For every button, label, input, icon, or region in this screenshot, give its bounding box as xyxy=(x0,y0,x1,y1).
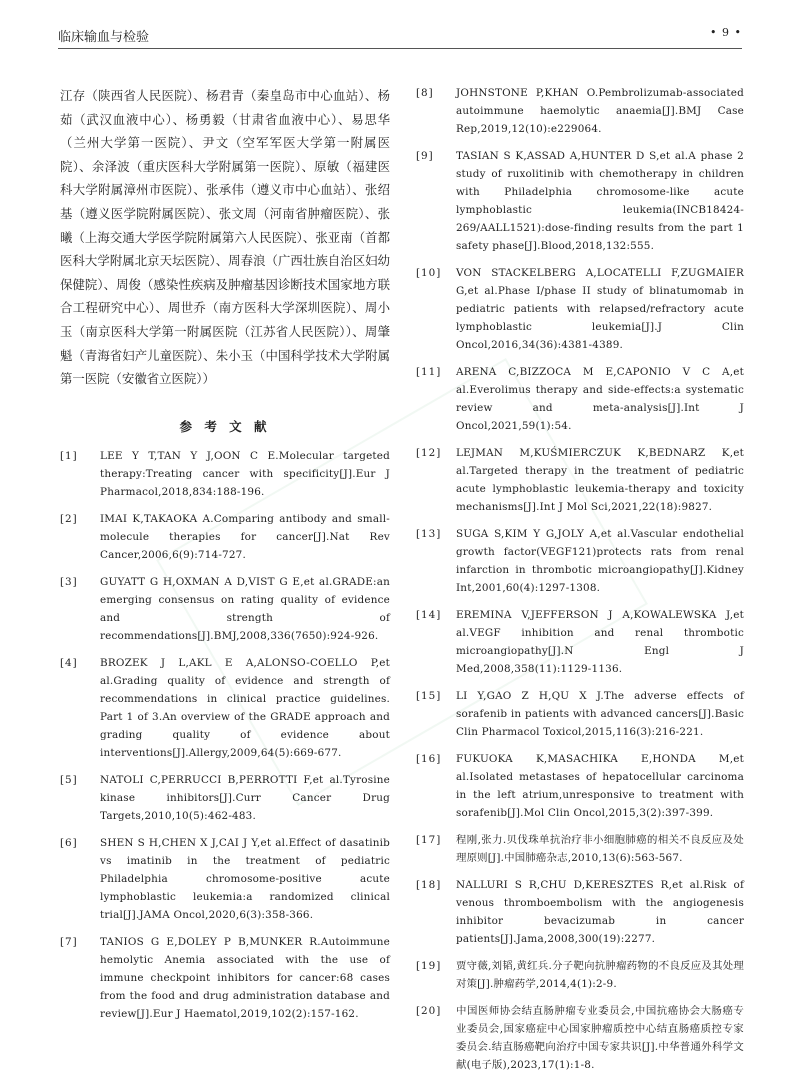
references-heading: 参 考 文 献 xyxy=(179,418,271,434)
reference-number: [9] xyxy=(416,150,434,162)
reference-number: [3] xyxy=(60,575,78,588)
reference-number: [7] xyxy=(60,935,78,948)
reference-text: 中国医师协会结直肠肿瘤专业委员会,中国抗癌协会大肠癌专业委员会,国家癌症中心国家肿瘤质控中心结直肠癌质控专家委员会.结直肠癌靶向治疗中国专家共识[J].中华普通外科学文献(电子版),2023,17(1):1-8. xyxy=(456,1005,744,1071)
reference-list-left xyxy=(60,447,390,1023)
reference-item xyxy=(416,264,744,354)
reference-number: [10] xyxy=(416,267,442,279)
reference-item xyxy=(416,363,744,435)
reference-item xyxy=(416,444,744,516)
reference-number: [15] xyxy=(416,690,442,702)
reference-number: [19] xyxy=(416,960,442,972)
reference-item xyxy=(416,957,744,993)
reference-text: BROZEK J L,AKL E A,ALONSO-COELLO P,et al.Grading quality of evidence and strength of recommendations in clinical practice guidelines. Part 1 of 3.An overview of the GRADE approach and grading quality of evidence about interventions[J].Allergy,2009,64(5):669-677. xyxy=(100,656,390,759)
reference-number: [1] xyxy=(60,449,78,462)
acknowledgement-paragraph xyxy=(60,84,390,391)
reference-item xyxy=(416,606,744,678)
reference-item xyxy=(60,447,390,501)
reference-item xyxy=(60,834,390,924)
reference-list-right xyxy=(416,84,744,1074)
right-column xyxy=(416,84,744,1083)
reference-item xyxy=(60,771,390,825)
reference-text: SUGA S,KIM Y G,JOLY A,et al.Vascular endothelial growth factor(VEGF121)protects rats from renal infarction in thrombotic microangiopathy[J].Kidney Int,2001,60(4):1297-1308. xyxy=(456,528,744,594)
acknowledgement-text: 江存（陕西省人民医院）、杨君青（秦皇岛市中心血站）、杨茹（武汉血液中心）、杨勇毅（甘肃省血液中心）、易思华（兰州大学第一医院）、尹文（空军军医大学第一附属医院）、余泽波（重庆医科大学附属第一医院）、原敏（福建医科大学附属漳州市医院）、张承伟（遵义市中心血站）、张绍基（遵义医学院附属医院）、张文周（河南省肿瘤医院）、张曦（上海交通大学医学院附属第六人民医院）、张亚南（首都医科大学附属北京天坛医院）、周春浪（广西壮族自治区妇幼保健院）、周俊（感染性疾病及肿瘤基因诊断技术国家地方联合工程研究中心）、周世乔（南方医科大学深圳医院）、周小玉（南京医科大学第一附属医院（江苏省人民医院））、周肇魁（青海省妇产儿童医院）、朱小玉（中国科学技术大学附属第一医院（安徽省立医院）） xyxy=(60,88,390,387)
reference-number: [12] xyxy=(416,447,442,459)
reference-item xyxy=(416,831,744,867)
reference-text: 程刚,张力.贝伐珠单抗治疗非小细胞肺癌的相关不良反应及处理原则[J].中国肺癌杂志,2010,13(6):563-567. xyxy=(456,834,744,864)
reference-text: 贾守薇,刘韬,黄红兵.分子靶向抗肿瘤药物的不良反应及其处理对策[J].肿瘤药学,2014,4(1):2-9. xyxy=(456,960,744,990)
reference-text: SHEN S H,CHEN X J,CAI J Y,et al.Effect of dasatinib vs imatinib in the treatment of pediatric Philadelphia chromosome-positive acute lymphoblastic leukemia:a randomized clinical trial[J].JAMA Oncol,2020,6(3):358-366. xyxy=(100,836,390,921)
reference-item xyxy=(416,147,744,255)
reference-text: NALLURI S R,CHU D,KERESZTES R,et al.Risk of venous thromboembolism with the angiogenesis inhibitor bevacizumab in cancer patients[J].Jama,2008,300(19):2277. xyxy=(456,879,744,945)
reference-text: LI Y,GAO Z H,QU X J.The adverse effects of sorafenib in patients with advanced cancers[J].Basic Clin Pharmacol Toxicol,2015,116(3):216-221. xyxy=(456,690,744,738)
reference-number: [4] xyxy=(60,656,78,669)
reference-text: JOHNSTONE P,KHAN O.Pembrolizumab-associated autoimmune haemolytic anaemia[J].BMJ Case Rep,2019,12(10):e229064. xyxy=(456,87,744,135)
reference-item xyxy=(416,750,744,822)
reference-number: [18] xyxy=(416,879,442,891)
reference-text: LEJMAN M,KUŚMIERCZUK K,BEDNARZ K,et al.Targeted therapy in the treatment of pediatric acute lymphoblastic leukemia-therapy and toxicity mechanisms[J].Int J Mol Sci,2021,22(18):9827. xyxy=(456,447,744,513)
reference-text: LEE Y T,TAN Y J,OON C E.Molecular targeted therapy:Treating cancer with specificity[J].Eur J Pharmacol,2018,834:188-196. xyxy=(100,449,390,498)
reference-number: [2] xyxy=(60,512,78,525)
left-column xyxy=(60,84,390,1032)
reference-item xyxy=(60,654,390,762)
page-number: • 9 • xyxy=(710,26,742,39)
reference-number: [5] xyxy=(60,773,78,786)
reference-number: [6] xyxy=(60,836,78,849)
reference-text: TASIAN S K,ASSAD A,HUNTER D S,et al.A phase 2 study of ruxolitinib with chemotherapy in children with Philadelphia chromosome-like acute lymphoblastic leukemia(INCB18424-269/AALL1521):dose-finding results from the part 1 safety phase[J].Blood,2018,132:555. xyxy=(456,150,744,252)
reference-number: [8] xyxy=(416,87,434,99)
reference-text: ARENA C,BIZZOCA M E,CAPONIO V C A,et al.Everolimus therapy and side-effects:a systematic review and meta-analysis[J].Int J Oncol,2021,59(1):54. xyxy=(456,366,744,432)
reference-item xyxy=(60,933,390,1023)
reference-text: GUYATT G H,OXMAN A D,VIST G E,et al.GRADE:an emerging consensus on rating quality of evidence and strength of recommendations[J].BMJ,2008,336(7650):924-926. xyxy=(100,575,390,642)
reference-text: TANIOS G E,DOLEY P B,MUNKER R.Autoimmune hemolytic Anemia associated with the use of immune checkpoint inhibitors for cancer:68 cases from the food and drug administration database and review[J].Eur J Haematol,2019,102(2):157-162. xyxy=(100,935,390,1020)
reference-text: FUKUOKA K,MASACHIKA E,HONDA M,et al.Isolated metastases of hepatocellular carcinoma in the left atrium,unresponsive to treatment with sorafenib[J].Mol Clin Oncol,2015,3(2):397-399. xyxy=(456,753,744,819)
reference-number: [16] xyxy=(416,753,442,765)
reference-number: [14] xyxy=(416,609,442,621)
reference-text: IMAI K,TAKAOKA A.Comparing antibody and small-molecule therapies for cancer[J].Nat Rev Cancer,2006,6(9):714-727. xyxy=(100,512,390,561)
reference-number: [13] xyxy=(416,528,442,540)
reference-text: VON STACKELBERG A,LOCATELLI F,ZUGMAIER G,et al.Phase I/phase II study of blinatumomab in pediatric patients with relapsed/refractory acute lymphoblastic leukemia[J].J Clin Oncol,2016,34(36):4381-4389. xyxy=(456,267,744,351)
reference-number: [20] xyxy=(416,1005,442,1017)
reference-item xyxy=(416,1002,744,1074)
reference-item xyxy=(416,687,744,741)
reference-text: EREMINA V,JEFFERSON J A,KOWALEWSKA J,et al.VEGF inhibition and renal thrombotic microangiopathy[J].N Engl J Med,2008,358(11):1129-1136. xyxy=(456,609,744,675)
reference-item xyxy=(416,876,744,948)
reference-item xyxy=(416,84,744,138)
journal-title: 临床输血与检验 xyxy=(58,30,150,45)
page-header xyxy=(58,24,742,49)
reference-text: NATOLI C,PERRUCCI B,PERROTTI F,et al.Tyrosine kinase inhibitors[J].Curr Cancer Drug Targets,2010,10(5):462-483. xyxy=(100,773,390,822)
reference-item xyxy=(416,525,744,597)
reference-number: [17] xyxy=(416,834,442,846)
reference-item xyxy=(60,510,390,564)
reference-item xyxy=(60,573,390,645)
reference-number: [11] xyxy=(416,366,442,378)
